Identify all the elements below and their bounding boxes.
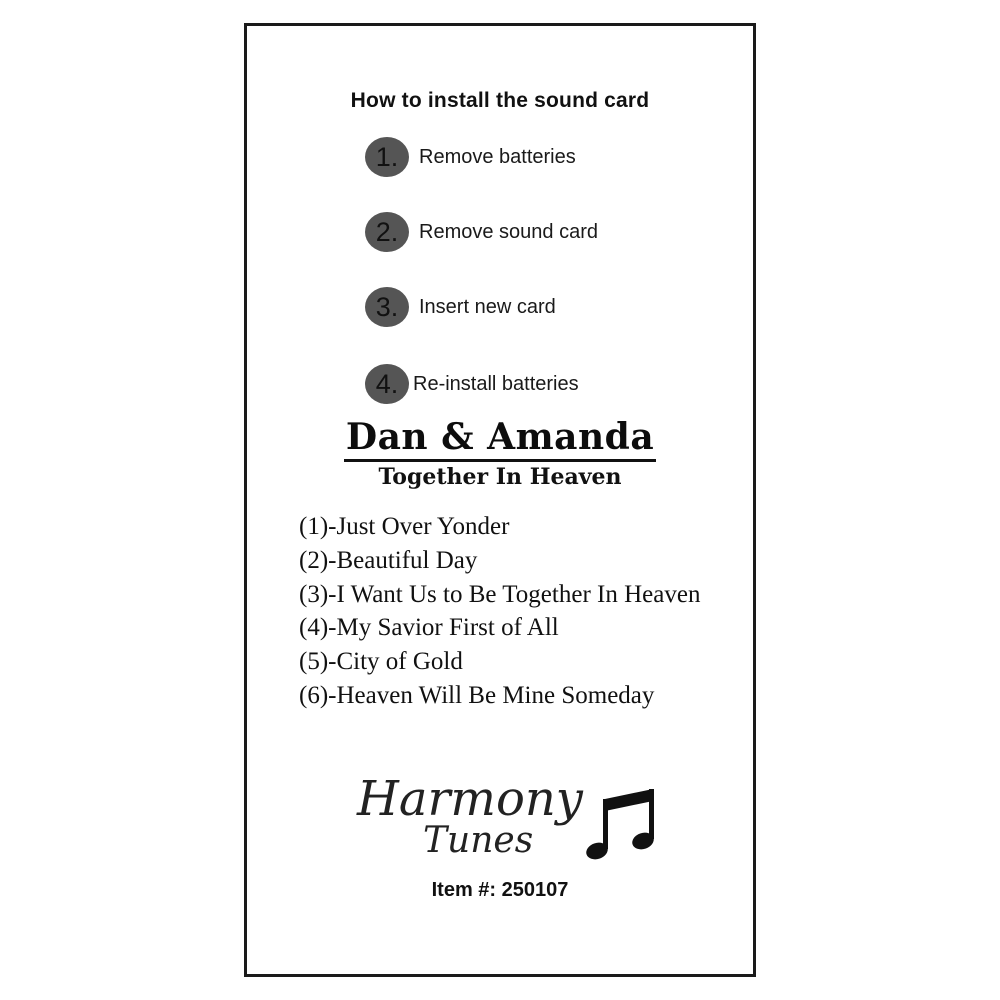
- brand-name-line2: Tunes: [423, 820, 534, 861]
- install-instructions-title: How to install the sound card: [350, 89, 650, 112]
- install-step-2: [365, 211, 598, 253]
- item-number: Item #: 250107: [431, 879, 569, 901]
- step-number-badge: 1.: [365, 137, 409, 177]
- step-label: Remove sound card: [419, 220, 598, 243]
- track-item: (5)-City of Gold: [299, 648, 463, 676]
- artist-name: Dan & Amanda: [344, 418, 656, 462]
- step-label: Insert new card: [419, 295, 556, 318]
- music-notes-icon: [585, 785, 657, 861]
- brand-logo: [357, 771, 677, 871]
- album-title: Together In Heaven: [378, 464, 622, 490]
- step-label: Remove batteries: [419, 145, 576, 168]
- track-item: (6)-Heaven Will Be Mine Someday: [299, 681, 655, 709]
- install-step-3: [365, 286, 556, 328]
- brand-name-line1: Harmony: [357, 771, 583, 827]
- track-item: (2)-Beautiful Day: [299, 546, 478, 574]
- track-item: (3)-I Want Us to Be Together In Heaven: [299, 580, 701, 608]
- sound-card-insert: [244, 23, 756, 977]
- track-list: [299, 510, 700, 713]
- artist-heading: [247, 418, 753, 462]
- step-label: Re-install batteries: [413, 372, 579, 395]
- step-number-badge: 2.: [365, 212, 409, 252]
- track-item: (1)-Just Over Yonder: [299, 513, 510, 540]
- track-item: (4)-My Savior First of All: [299, 614, 559, 642]
- install-step-4: [365, 363, 579, 405]
- step-number-badge: 4.: [365, 364, 409, 404]
- step-number-badge: 3.: [365, 287, 409, 327]
- install-step-1: [365, 136, 576, 178]
